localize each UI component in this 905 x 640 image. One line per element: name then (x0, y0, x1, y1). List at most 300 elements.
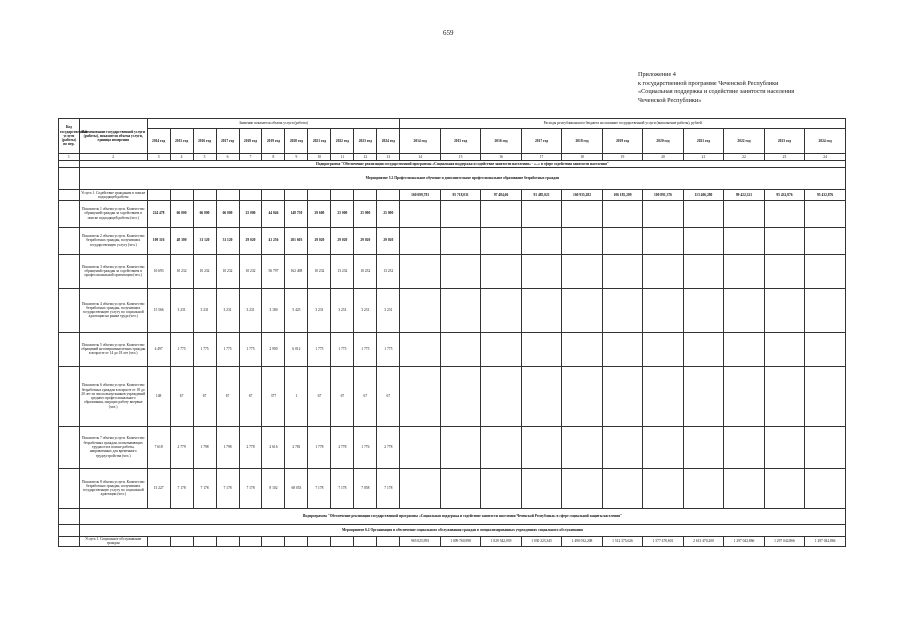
column-number: 8 (262, 154, 285, 161)
table-cell (764, 227, 804, 254)
indicator-value: 3 231 (308, 288, 331, 332)
indicator-value: 25 000 (239, 200, 262, 227)
table-cell (331, 536, 354, 547)
event-title: Мероприятие 6.2 Организация и обеспечение социального обслуживания граждан в специализированных учреждениях социального обслуживания (79, 524, 845, 536)
table-cell (481, 288, 521, 332)
table-cell (602, 366, 642, 426)
column-number: 24 (805, 154, 846, 161)
indicator-value: 6 012 (285, 332, 308, 366)
table-cell (562, 227, 602, 254)
indicator-label: Показатель 6 объема услуги. Количество безработных граждан в возрасте от 18 до 20 лет из числа выпускников учреждений среднего профессионального образования, ищущих работу впервые (чел.) (79, 366, 147, 426)
indicator-value: 67 (193, 366, 216, 426)
table-cell (683, 200, 723, 227)
table-cell (170, 190, 193, 201)
column-number: 2 (79, 154, 147, 161)
table-cell (400, 332, 440, 366)
column-number: 4 (170, 154, 193, 161)
header-year: 2018 год (562, 129, 602, 154)
table-cell (481, 254, 521, 288)
header-code: Код государственной услуги (работы) по пер. (59, 119, 80, 154)
expense-value: 1 577 470,601 (643, 536, 683, 547)
table-cell (481, 200, 521, 227)
indicator-value: 7 178 (216, 468, 239, 508)
indicator-value: 2 900 (262, 332, 285, 366)
table-cell (59, 468, 80, 508)
indicator-value: 3 231 (170, 288, 193, 332)
expense-value: 106 185,209 (602, 190, 642, 201)
table-cell (643, 332, 683, 366)
table-cell (805, 426, 846, 468)
table-cell (440, 288, 480, 332)
table-cell (193, 190, 216, 201)
indicator-label: Показатель 3 объема услуги. Количество обращений граждан за содействием в профессиональной ориентации (чел.) (79, 254, 147, 288)
indicator-value: 48 300 (170, 227, 193, 254)
indicator-value: 66 000 (170, 200, 193, 227)
indicator-row (59, 332, 846, 366)
indicator-value: 1 775 (216, 332, 239, 366)
indicator-value: 68 053 (285, 468, 308, 508)
indicator-value: 10 232 (193, 254, 216, 288)
expense-value: 95 432,876 (764, 190, 804, 201)
indicator-value: 7 618 (147, 426, 170, 468)
table-cell (764, 366, 804, 426)
header-year: 2017 год (216, 129, 239, 154)
header-year: 2023 год (354, 129, 377, 154)
indicator-value: 10 232 (170, 254, 193, 288)
table-cell (440, 366, 480, 426)
indicator-value: 1 775 (170, 332, 193, 366)
table-cell (683, 227, 723, 254)
page-number: 659 (443, 29, 454, 37)
indicator-value: 2 616 (262, 426, 285, 468)
table-cell (377, 536, 400, 547)
expense-value: 91 485,021 (521, 190, 561, 201)
expense-value: 1 009 760,998 (440, 536, 480, 547)
column-number: 10 (308, 154, 331, 161)
table-cell (377, 190, 400, 201)
column-number: 22 (724, 154, 764, 161)
table-cell (643, 426, 683, 468)
indicator-value: 2 778 (239, 426, 262, 468)
expense-value: 160 699,781 (400, 190, 440, 201)
header-year: 2022 год (331, 129, 354, 154)
table-cell (724, 366, 764, 426)
indicator-value: 44 046 (262, 200, 285, 227)
table-cell (481, 227, 521, 254)
header-year: 2015 год (170, 129, 193, 154)
column-number: 1 (59, 154, 80, 161)
table-cell (481, 366, 521, 426)
header-year: 2015 год (440, 129, 480, 154)
column-number: 13 (377, 154, 400, 161)
expense-value: 965 025,993 (400, 536, 440, 547)
table-cell (440, 332, 480, 366)
indicator-value: 1 775 (308, 332, 331, 366)
column-number: 9 (285, 154, 308, 161)
table-cell (562, 200, 602, 227)
table-cell (285, 190, 308, 201)
table-cell (805, 254, 846, 288)
indicator-row (59, 366, 846, 426)
table-cell (562, 468, 602, 508)
table-cell (285, 536, 308, 547)
column-number: 15 (440, 154, 480, 161)
table-cell (59, 426, 80, 468)
indicator-value: 8 102 (262, 468, 285, 508)
table-cell (643, 200, 683, 227)
table-cell (805, 366, 846, 426)
table-cell (440, 254, 480, 288)
table-cell (440, 426, 480, 468)
indicator-value: 10 232 (216, 254, 239, 288)
appendix-line-3: «Социальная поддержка и содействие занятости населения (638, 88, 795, 96)
indicator-value: 13 232 (377, 254, 400, 288)
expense-value: 95 432,876 (805, 190, 846, 201)
indicator-value: 25 000 (377, 200, 400, 227)
indicator-value: 56 797 (262, 254, 285, 288)
table-cell (354, 190, 377, 201)
indicator-value: 3 231 (239, 288, 262, 332)
indicator-value: 7 058 (354, 468, 377, 508)
indicator-value: 3 231 (354, 288, 377, 332)
indicator-value: 1 775 (354, 332, 377, 366)
appendix-line-2: к государственной программе Чеченской Республики (638, 79, 779, 87)
header-year: 2014 год (147, 129, 170, 154)
column-number: 12 (354, 154, 377, 161)
indicator-value: 15 566 (147, 288, 170, 332)
column-number: 23 (764, 154, 804, 161)
table-cell (216, 536, 239, 547)
indicator-value: 29 020 (308, 227, 331, 254)
indicator-row (59, 468, 846, 508)
table-cell (562, 254, 602, 288)
column-number: 14 (400, 154, 440, 161)
table-cell (147, 536, 170, 547)
indicator-value: 2 778 (331, 426, 354, 468)
indicator-value: 1 775 (239, 332, 262, 366)
service-row (59, 190, 846, 201)
header-year: 2021 год (308, 129, 331, 154)
table-cell (764, 332, 804, 366)
table-cell (521, 426, 561, 468)
indicator-value: 3 231 (331, 288, 354, 332)
column-number: 16 (481, 154, 521, 161)
indicator-value: 67 (331, 366, 354, 426)
indicator-value: 16 693 (147, 254, 170, 288)
table-cell (683, 468, 723, 508)
header-year: 2024 год (805, 129, 846, 154)
table-cell (643, 227, 683, 254)
table-cell (308, 190, 331, 201)
indicator-label: Показатель 7 объема услуги. Количество безработных граждан, испытывающих трудности в поиске работы, направленных для временного трудоустройства (чел.) (79, 426, 147, 468)
indicator-value: 25 000 (331, 200, 354, 227)
indicator-value: 1 778 (308, 426, 331, 468)
header-year: 2019 год (602, 129, 642, 154)
header-year: 2019 год (262, 129, 285, 154)
table-cell (59, 288, 80, 332)
header-year: 2016 год (481, 129, 521, 154)
indicator-value: 1 775 (377, 332, 400, 366)
expense-value: 2 613 470,200 (683, 536, 723, 547)
table-cell (440, 227, 480, 254)
table-cell (724, 254, 764, 288)
subprogram-title: Подпрограмма "Обеспечение реализации государственной программы «Социальная поддержка и содействие занятости населения Чеченской Республики» в сфере социальной защиты населения" (79, 508, 845, 524)
event-row (59, 524, 846, 536)
table-cell (643, 468, 683, 508)
header-year: 2022 год (724, 129, 764, 154)
table-cell (805, 332, 846, 366)
indicator-label: Показатель 8 объема услуги. Количество безработных граждан, получивших государственную услугу по социальной адаптации (чел.) (79, 468, 147, 508)
expense-value: 113 406,280 (683, 190, 723, 201)
indicator-value: 201 603 (285, 227, 308, 254)
indicator-value: 148 (147, 366, 170, 426)
table-cell (400, 426, 440, 468)
indicator-label: Показатель 5 объема услуги. Количество обращений несовершеннолетних граждан в возрасте от 14 до 18 лет (чел.) (79, 332, 147, 366)
indicator-value: 10 232 (239, 254, 262, 288)
appendix-line-4: Чеченской Республики» (638, 96, 702, 104)
indicator-value: 10 232 (354, 254, 377, 288)
indicator-value: 1 775 (331, 332, 354, 366)
table-cell (643, 366, 683, 426)
indicator-value: 67 (308, 366, 331, 426)
expense-value: 1 297 042,866 (805, 536, 846, 547)
table-cell (400, 468, 440, 508)
indicator-value: 2 778 (377, 426, 400, 468)
table-cell (59, 190, 80, 201)
indicator-value: 3 180 (262, 288, 285, 332)
table-cell (764, 468, 804, 508)
table-cell (59, 168, 80, 190)
indicator-value: 67 (170, 366, 193, 426)
table-cell (481, 468, 521, 508)
event-row (59, 168, 846, 190)
indicator-value: 31 120 (216, 227, 239, 254)
table-cell (59, 524, 80, 536)
table-cell (59, 366, 80, 426)
column-number: 5 (193, 154, 216, 161)
table-cell (59, 200, 80, 227)
expense-value: 97 484,66 (481, 190, 521, 201)
indicator-value: 15 227 (147, 468, 170, 508)
column-number: 17 (521, 154, 561, 161)
table-cell (602, 468, 642, 508)
table-cell (262, 536, 285, 547)
header-row-groups (59, 119, 846, 129)
column-number: 6 (216, 154, 239, 161)
indicator-value: 7 178 (331, 468, 354, 508)
appendix-title: Приложение 4 (638, 71, 676, 78)
table-cell (521, 288, 561, 332)
table-cell (521, 200, 561, 227)
table-cell (481, 332, 521, 366)
indicator-value: 29 020 (239, 227, 262, 254)
table-cell (562, 426, 602, 468)
table-cell (170, 536, 193, 547)
indicator-value: 7 178 (239, 468, 262, 508)
expense-value: 1 512 375,626 (602, 536, 642, 547)
table-cell (440, 200, 480, 227)
table-cell (602, 200, 642, 227)
indicator-value: 377 (262, 366, 285, 426)
table-cell (239, 536, 262, 547)
table-cell (521, 227, 561, 254)
header-name: Наименование государственной услуги (работы), показателя объема услуги, единица измерения (79, 119, 147, 154)
table-cell (481, 426, 521, 468)
header-year: 2014 год (400, 129, 440, 154)
table-cell (683, 366, 723, 426)
indicator-value: 162 408 (285, 254, 308, 288)
table-cell (602, 227, 642, 254)
table-cell (331, 190, 354, 201)
table-cell (724, 227, 764, 254)
column-number: 7 (239, 154, 262, 161)
expense-value: 1 029 542,039 (481, 536, 521, 547)
column-number: 11 (331, 154, 354, 161)
indicator-value: 1 798 (193, 426, 216, 468)
expense-value: 1 297 042,866 (724, 536, 764, 547)
table-cell (764, 254, 804, 288)
expense-value: 1 490 032,208 (562, 536, 602, 547)
column-number: 3 (147, 154, 170, 161)
header-year: 2016 год (193, 129, 216, 154)
indicator-value: 67 (354, 366, 377, 426)
table-cell (521, 468, 561, 508)
indicator-label: Показатель 2 объема услуги. Количество безработных граждан, получивших государственную услугу (чел.) (79, 227, 147, 254)
table-cell (683, 426, 723, 468)
indicator-value: 109 316 (147, 227, 170, 254)
indicator-value: 31 120 (193, 227, 216, 254)
indicator-value: 3 231 (216, 288, 239, 332)
table-cell (59, 508, 80, 524)
table-cell (764, 288, 804, 332)
column-number: 20 (643, 154, 683, 161)
table-cell (805, 468, 846, 508)
indicator-value: 1 (285, 366, 308, 426)
indicator-value: 7 178 (308, 468, 331, 508)
header-year: 2018 год (239, 129, 262, 154)
expense-value: 95 718,031 (440, 190, 480, 201)
table-cell (724, 468, 764, 508)
indicator-row (59, 200, 846, 227)
indicator-row (59, 227, 846, 254)
column-number: 18 (562, 154, 602, 161)
service-label: Услуга 1. Содействие гражданам в поиске подходящей работы (81, 190, 146, 199)
header-year: 2023 год (764, 129, 804, 154)
header-year: 2020 год (285, 129, 308, 154)
table-cell (602, 426, 642, 468)
table-cell (59, 536, 80, 547)
table-cell (59, 227, 80, 254)
table-cell (805, 227, 846, 254)
table-cell (400, 200, 440, 227)
subprogram-row (59, 508, 846, 524)
table-cell (193, 536, 216, 547)
indicator-value: 29 020 (354, 227, 377, 254)
table-cell (724, 332, 764, 366)
indicator-row (59, 426, 846, 468)
header-year: 2024 год (377, 129, 400, 154)
indicator-value: 66 000 (193, 200, 216, 227)
indicator-value: 7 178 (193, 468, 216, 508)
table-cell (724, 200, 764, 227)
indicator-value: 67 (239, 366, 262, 426)
header-year: 2017 год (521, 129, 561, 154)
indicator-value: 3 231 (377, 288, 400, 332)
table-cell (683, 254, 723, 288)
table-cell (59, 254, 80, 288)
table-cell (764, 200, 804, 227)
indicator-value: 2 779 (170, 426, 193, 468)
expense-value: 99 422,321 (724, 190, 764, 201)
service-label: Услуга 1. Социальное обслуживание граждан (79, 536, 147, 547)
table-cell (683, 332, 723, 366)
table-cell (521, 366, 561, 426)
indicator-value: 7 178 (377, 468, 400, 508)
table-cell (521, 254, 561, 288)
table-cell (602, 288, 642, 332)
table-cell (562, 366, 602, 426)
indicator-label: Показатель 4 объема услуги. Количество безработных граждан, получивших государственную услугу по социальной адаптации на рынке труда (чел.) (79, 288, 147, 332)
indicator-value: 1 798 (216, 426, 239, 468)
table-cell (400, 254, 440, 288)
indicator-value: 66 000 (216, 200, 239, 227)
indicator-value: 29 020 (331, 227, 354, 254)
indicators-table (58, 118, 846, 547)
table-cell (216, 190, 239, 201)
indicator-value: 25 000 (354, 200, 377, 227)
table-cell (354, 536, 377, 547)
table-cell (764, 426, 804, 468)
indicator-value: 67 (216, 366, 239, 426)
subprogram-title: Подпрограмма "Обеспечение реализации государственной программы «Социальная поддержка и содействие занятости населения» - «...» в сфере содействия занятости населения" (79, 161, 845, 168)
indicator-value: 10 232 (308, 254, 331, 288)
table-cell (562, 288, 602, 332)
table-cell (308, 536, 331, 547)
table-cell (683, 288, 723, 332)
indicator-value: 29 020 (377, 227, 400, 254)
table-cell (602, 332, 642, 366)
table-cell (59, 161, 80, 168)
header-year: 2021 год (683, 129, 723, 154)
appendix-header (638, 71, 794, 105)
table-cell (602, 254, 642, 288)
expense-value: 160 935,282 (562, 190, 602, 201)
table-cell (400, 366, 440, 426)
table-cell (147, 190, 170, 201)
subprogram-row (59, 161, 846, 168)
expense-value: 1 297 042,866 (764, 536, 804, 547)
indicator-row (59, 288, 846, 332)
indicator-value: 148 750 (285, 200, 308, 227)
table-cell (239, 190, 262, 201)
table-cell (440, 468, 480, 508)
indicator-value: 13 232 (331, 254, 354, 288)
indicator-value: 7 178 (170, 468, 193, 508)
table-cell (400, 227, 440, 254)
indicator-value: 5 425 (285, 288, 308, 332)
indicator-value: 224 478 (147, 200, 170, 227)
indicator-value: 2 781 (285, 426, 308, 468)
indicator-label: Показатель 1 объема услуги. Количество обращений граждан за содействием в поиске подходящей работы (чел.) (79, 200, 147, 227)
header-expenses-group: Расходы республиканского бюджета на оказание государственной услуги (выполнение работы), рублей (400, 119, 846, 129)
table-cell (805, 200, 846, 227)
expense-value: 100 891,376 (643, 190, 683, 201)
column-number: 19 (602, 154, 642, 161)
column-number: 21 (683, 154, 723, 161)
expense-value: 1 030 223,345 (521, 536, 561, 547)
indicator-value: 4 497 (147, 332, 170, 366)
table-cell (59, 332, 80, 366)
